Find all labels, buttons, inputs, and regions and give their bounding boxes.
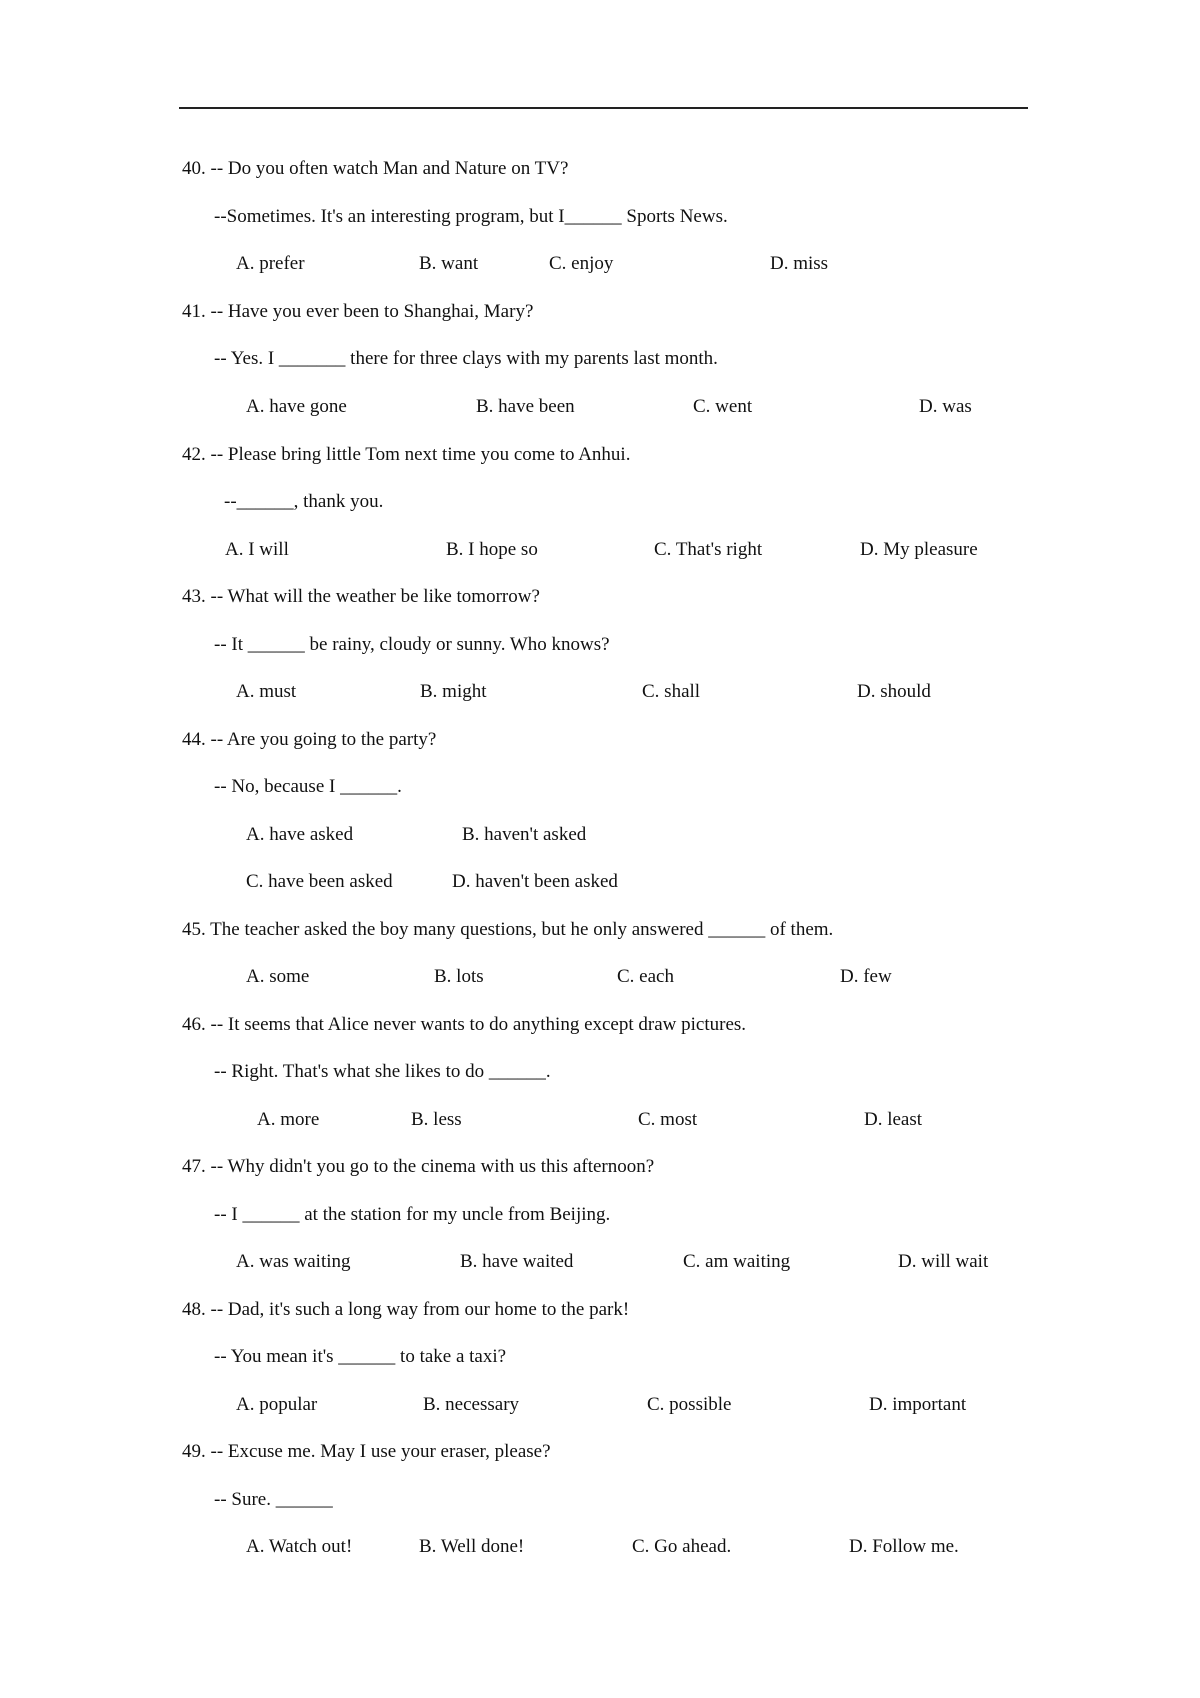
question-prompt: 49. -- Excuse me. May I use your eraser, please? bbox=[182, 1441, 551, 1462]
question-prompt: 40. -- Do you often watch Man and Nature on TV? bbox=[182, 158, 569, 179]
option-b: B. I hope so bbox=[446, 539, 538, 560]
option-b: B. might bbox=[420, 681, 487, 702]
option-a: A. have gone bbox=[246, 396, 347, 417]
option-c: C. possible bbox=[647, 1394, 732, 1415]
question-reply: --______, thank you. bbox=[224, 491, 384, 512]
option-c: C. Go ahead. bbox=[632, 1536, 732, 1557]
option-c: C. That's right bbox=[654, 539, 763, 560]
question-reply: -- It ______ be rainy, cloudy or sunny. Who knows? bbox=[214, 634, 610, 655]
question-reply: -- Yes. I _______ there for three clays with my parents last month. bbox=[214, 348, 718, 369]
option-c: C. each bbox=[617, 966, 674, 987]
question-prompt: 44. -- Are you going to the party? bbox=[182, 729, 437, 750]
option-b: B. necessary bbox=[423, 1394, 520, 1415]
question-reply: -- You mean it's ______ to take a taxi? bbox=[214, 1346, 507, 1367]
option-d: D. was bbox=[919, 396, 972, 417]
option-d: D. should bbox=[857, 681, 931, 702]
question-reply: --Sometimes. It's an interesting program, but I______ Sports News. bbox=[214, 206, 728, 227]
question-prompt: 48. -- Dad, it's such a long way from our home to the park! bbox=[182, 1299, 630, 1320]
option-d: D. haven't been asked bbox=[452, 871, 618, 892]
option-d: D. least bbox=[864, 1109, 923, 1130]
option-b: B. haven't asked bbox=[462, 824, 587, 845]
option-b: B. have been bbox=[476, 396, 575, 417]
option-d: D. important bbox=[869, 1394, 967, 1415]
option-a: A. more bbox=[257, 1109, 320, 1130]
option-c: C. shall bbox=[642, 681, 701, 702]
question-reply: -- Right. That's what she likes to do ______. bbox=[214, 1061, 551, 1082]
option-a: A. prefer bbox=[236, 253, 305, 274]
question-reply: -- I ______ at the station for my uncle from Beijing. bbox=[214, 1204, 611, 1225]
option-a: A. must bbox=[236, 681, 297, 702]
question-prompt: 47. -- Why didn't you go to the cinema with us this afternoon? bbox=[182, 1156, 655, 1177]
question-prompt: 41. -- Have you ever been to Shanghai, Mary? bbox=[182, 301, 534, 322]
header-rule bbox=[179, 107, 1028, 109]
option-a: A. have asked bbox=[246, 824, 354, 845]
question-prompt: 42. -- Please bring little Tom next time you come to Anhui. bbox=[182, 444, 631, 465]
question-prompt: 45. The teacher asked the boy many questions, but he only answered ______ of them. bbox=[182, 919, 834, 940]
question-prompt: 43. -- What will the weather be like tomorrow? bbox=[182, 586, 540, 607]
option-a: A. I will bbox=[225, 539, 289, 560]
option-c: C. most bbox=[638, 1109, 698, 1130]
option-d: D. Follow me. bbox=[849, 1536, 959, 1557]
option-d: D. miss bbox=[770, 253, 829, 274]
question-reply: -- No, because I ______. bbox=[214, 776, 402, 797]
option-c: C. am waiting bbox=[683, 1251, 791, 1272]
option-d: D. will wait bbox=[898, 1251, 989, 1272]
question-prompt: 46. -- It seems that Alice never wants to do anything except draw pictures. bbox=[182, 1014, 747, 1035]
option-a: A. Watch out! bbox=[246, 1536, 353, 1557]
option-d: D. My pleasure bbox=[860, 539, 978, 560]
option-b: B. want bbox=[419, 253, 479, 274]
option-b: B. Well done! bbox=[419, 1536, 525, 1557]
option-a: A. some bbox=[246, 966, 310, 987]
option-b: B. lots bbox=[434, 966, 484, 987]
option-c: C. have been asked bbox=[246, 871, 393, 892]
option-a: A. was waiting bbox=[236, 1251, 351, 1272]
option-c: C. enjoy bbox=[549, 253, 614, 274]
question-reply: -- Sure. ______ bbox=[214, 1489, 333, 1510]
option-a: A. popular bbox=[236, 1394, 318, 1415]
option-b: B. have waited bbox=[460, 1251, 574, 1272]
option-c: C. went bbox=[693, 396, 753, 417]
option-d: D. few bbox=[840, 966, 892, 987]
option-b: B. less bbox=[411, 1109, 462, 1130]
